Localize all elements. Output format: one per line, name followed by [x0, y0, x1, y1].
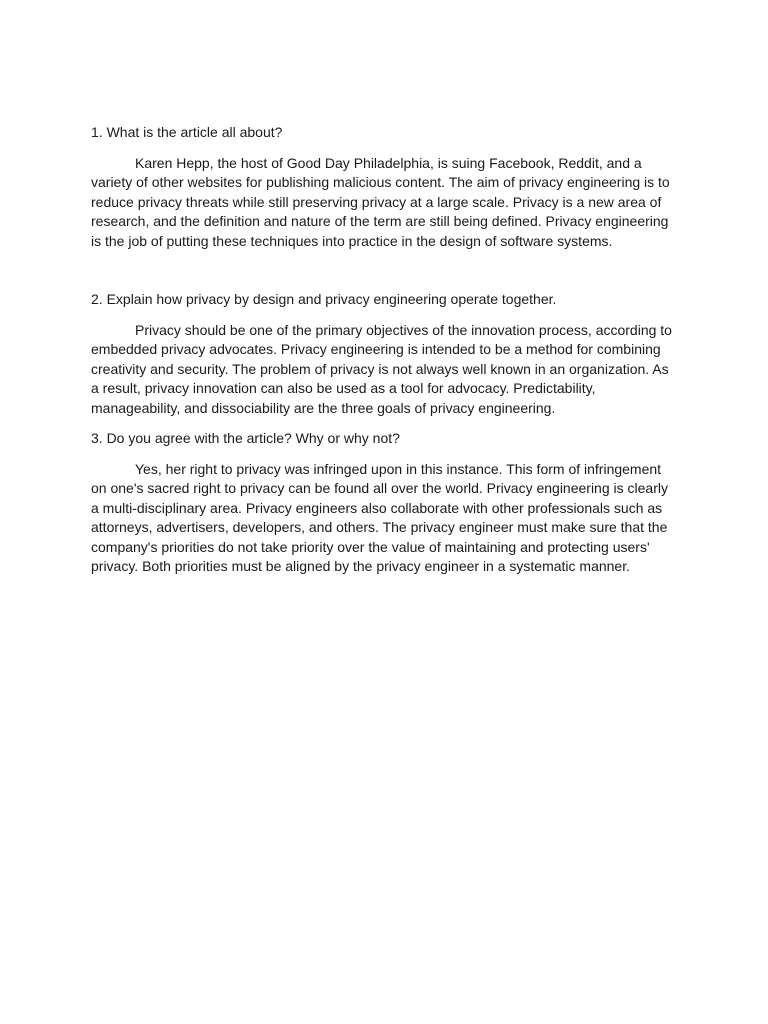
question-1: 1. What is the article all about? — [91, 124, 283, 140]
answer-2: Privacy should be one of the primary objectives of the innovation process, according to embedded privacy advocates. Privacy engineering is intended to be a method for combining creativity and security. The problem of privacy is not always well known in an organization. As a result, privacy innovation can also be used as a tool for advocacy. Predictability, manageability, and dissociability are the three goals of privacy engineering. — [91, 321, 672, 416]
answer-1: Karen Hepp, the host of Good Day Philadelphia, is suing Facebook, Reddit, and a variety of other websites for publishing malicious content. The aim of privacy engineering is to reduce privacy threats while still preserving privacy at a large scale. Privacy is a new area of research, and the definition and nature of the term are still being defined. Privacy engineering is the job of putting these techniques into practice in the design of software systems. — [91, 154, 670, 249]
answer-3: Yes, her right to privacy was infringed upon in this instance. This form of infringement on one's sacred right to privacy can be found all over the world. Privacy engineering is clearly a multi-disciplinary area. Privacy engineers also collaborate with other professionals such as attorneys, advertisers, developers, and others. The privacy engineer must make sure that the company's priorities do not take priority over the value of maintaining and protecting users' privacy. Both priorities must be aligned by the privacy engineer in a systematic manner. — [91, 460, 668, 574]
question-3: 3. Do you agree with the article? Why or why not? — [91, 430, 400, 446]
document-page — [91, 123, 679, 577]
question-2: 2. Explain how privacy by design and privacy engineering operate together. — [91, 291, 557, 307]
